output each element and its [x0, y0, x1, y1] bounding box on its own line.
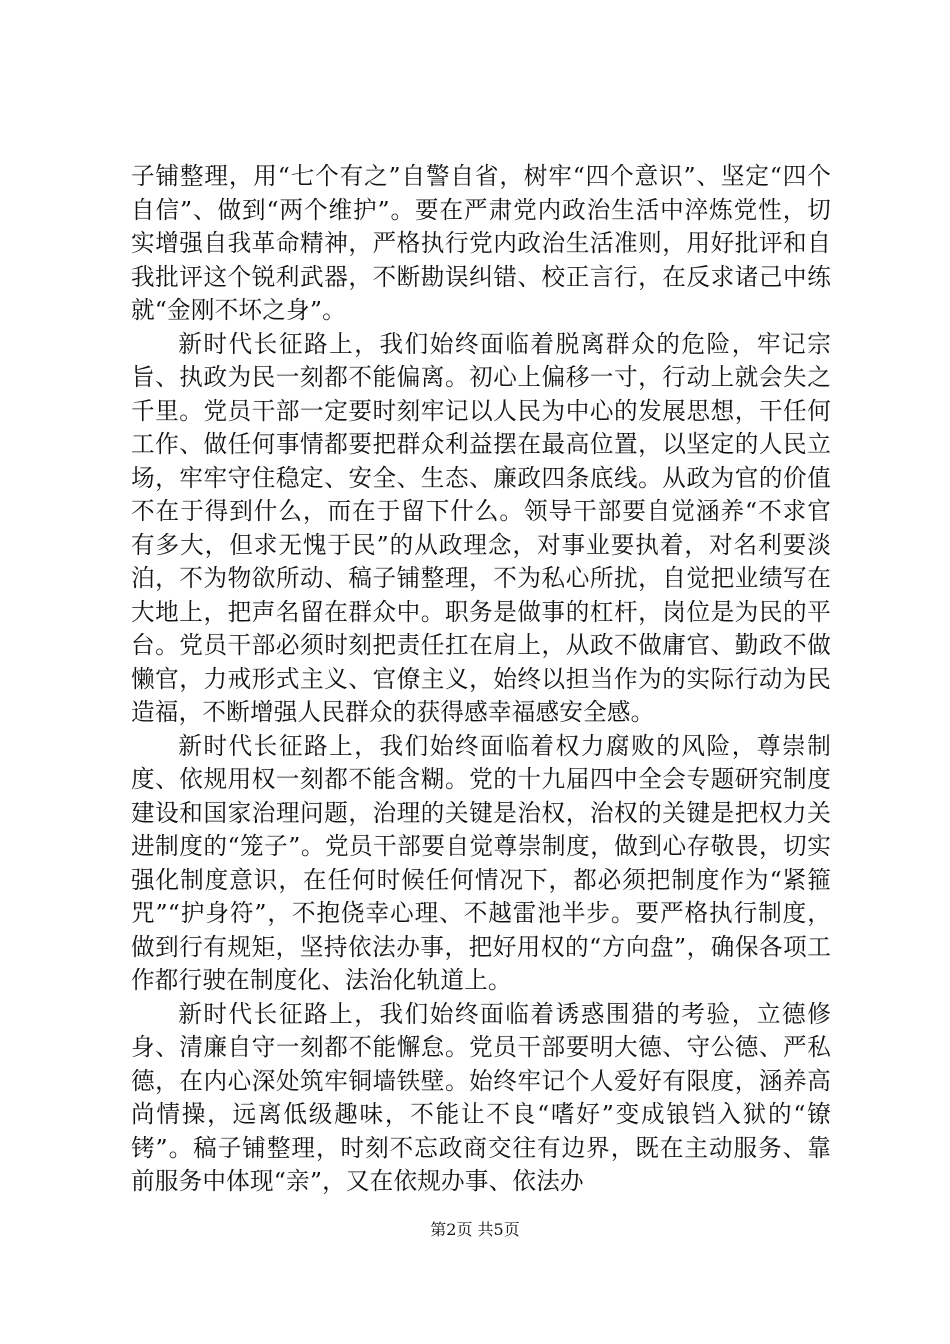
page-number: 第2页 共5页 [430, 1220, 520, 1239]
paragraph-1: 子铺整理，用“七个有之”自警自省，树牢“四个意识”、坚定“四个自信”、做到“两个维护”。要在严肃党内政治生活中淬炼党性，切实增强自我革命精神，严格执行党内政治生活准则，用好批评和自我批评这个锐利武器，不断勘误纠错、校正言行，在反求诸己中练就“金刚不坏之身”。 [131, 162, 831, 324]
page-footer [0, 1220, 950, 1240]
paragraph-4: 新时代长征路上，我们始终面临着诱惑围猎的考验，立德修身、清廉自守一刻都不能懈怠。党员干部要明大德、守公德、严私德，在内心深处筑牢铜墙铁壁。始终牢记个人爱好有限度，涵养高尚情操，远离低级趣味，不能让不良“嗜好”变成锒铛入狱的“镣铐”。稿子铺整理，时刻不忘政商交往有边界，既在主动服务、靠前服务中体现“亲”，又在依规办事、依法办 [131, 999, 831, 1195]
paragraph-3: 新时代长征路上，我们始终面临着权力腐败的风险，尊崇制度、依规用权一刻都不能含糊。党的十九届四中全会专题研究制度建设和国家治理问题，治理的关键是治权，治权的关键是把权力关进制度的“笼子”。党员干部要自觉尊崇制度，做到心存敬畏，切实强化制度意识，在任何时候任何情况下，都必须把制度作为“紧箍咒”“护身符”，不抱侥幸心理、不越雷池半步。要严格执行制度，做到行有规矩，坚持依法办事，把好用权的“方向盘”，确保各项工作都行驶在制度化、法治化轨道上。 [131, 731, 831, 994]
document-body [131, 160, 831, 1199]
paragraph-2: 新时代长征路上，我们始终面临着脱离群众的危险，牢记宗旨、执政为民一刻都不能偏离。初心上偏移一寸，行动上就会失之千里。党员干部一定要时刻牢记以人民为中心的发展思想，干任何工作、做任何事情都要把群众利益摆在最高位置，以坚定的人民立场，牢牢守住稳定、安全、生态、廉政四条底线。从政为官的价值不在于得到什么，而在于留下什么。领导干部要自觉涵养“不求官有多大，但求无愧于民”的从政理念，对事业要执着，对名利要淡泊，不为物欲所动、稿子铺整理，不为私心所扰，自觉把业绩写在大地上，把声名留在群众中。职务是做事的杠杆，岗位是为民的平台。党员干部必须时刻把责任扛在肩上，从政不做庸官、勤政不做懒官，力戒形式主义、官僚主义，始终以担当作为的实际行动为民造福，不断增强人民群众的获得感幸福感安全感。 [131, 329, 831, 726]
